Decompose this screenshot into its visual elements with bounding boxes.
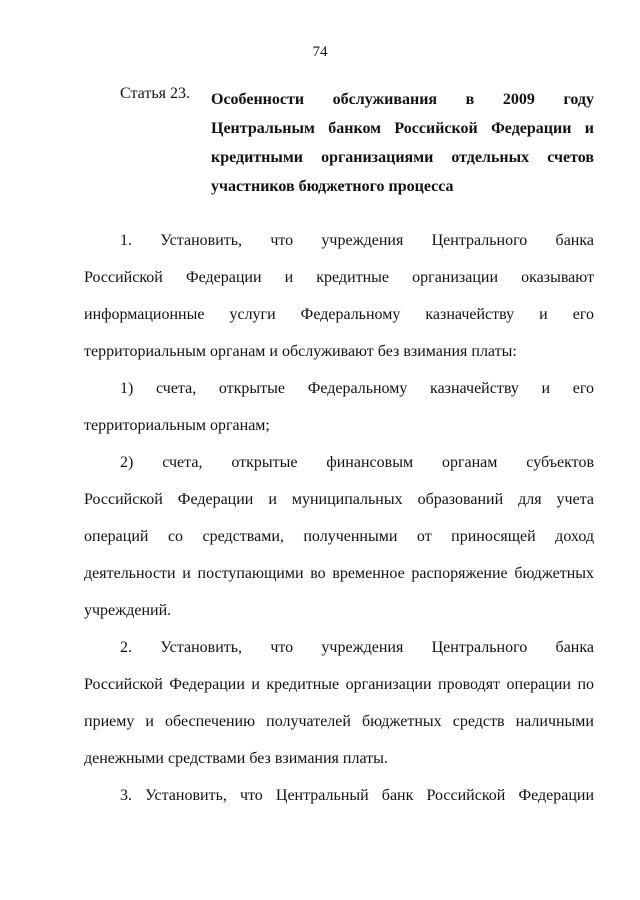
subitem-1-line: территориальным органам; (84, 417, 270, 434)
paragraph-2-line: Российской Федерации и кредитные организации проводят операции по (84, 676, 594, 693)
paragraph-2-line: приему и обеспечению получателей бюджетных средств наличными (84, 713, 594, 730)
article-title-line: Центральным банком Российской Федерации и (211, 120, 594, 137)
paragraph-2-line: 2. Установить, что учреждения Центрального банка (120, 639, 594, 656)
article-title-line: кредитными организациями отдельных счетов (211, 149, 594, 166)
subitem-2-line: Российской Федерации и муниципальных образований для учета (84, 491, 594, 508)
subitem-2-line: 2) счета, открытые финансовым органам субъектов (120, 454, 594, 471)
article-label: Статья 23. (120, 85, 190, 102)
paragraph-1-line: территориальным органам и обслуживают без взимания платы: (84, 343, 517, 360)
paragraph-1-line: 1. Установить, что учреждения Центрального банка (120, 232, 594, 249)
paragraph-1-line: Российской Федерации и кредитные организации оказывают (84, 269, 594, 286)
subitem-1-line: 1) счета, открытые Федеральному казначейству и его (120, 380, 594, 397)
paragraph-3-line: 3. Установить, что Центральный банк Российской Федерации (120, 787, 594, 804)
article-title-line: Особенности обслуживания в 2009 году (211, 91, 594, 108)
article-title-line: участников бюджетного процесса (211, 178, 454, 195)
article-title (211, 85, 594, 201)
subitem-2-line: учреждений. (84, 602, 172, 619)
subitem-2-line: деятельности и поступающими во временное распоряжение бюджетных (84, 565, 594, 582)
subitem-2-line: операций со средствами, полученными от приносящей доход (84, 528, 594, 545)
paragraph-1-line: информационные услуги Федеральному казначейству и его (84, 306, 594, 323)
paragraph-2-line: денежными средствами без взимания платы. (84, 750, 388, 767)
page-number: 74 (312, 44, 328, 60)
